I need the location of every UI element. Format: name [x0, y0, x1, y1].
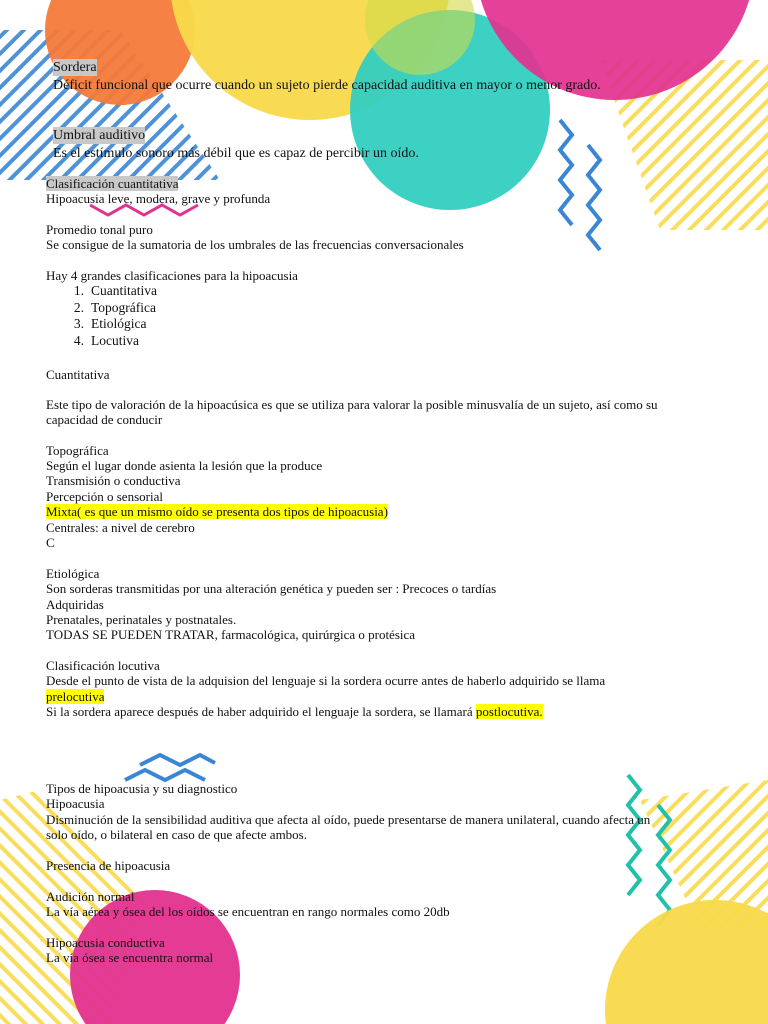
- topografica-centrales: Centrales: a nivel de cerebro: [46, 520, 195, 535]
- etiologica-line-1: Son sorderas transmitidas por una alteración genética y pueden ser : Precoces o tardías: [46, 581, 497, 596]
- umbral-text: Es el estímulo sonoro más débil que es capaz de percibir un oído.: [53, 146, 419, 161]
- locutiva-prelocutiva: prelocutiva: [46, 689, 105, 704]
- etiologica-line-3: Prenatales, perinatales y postnatales.: [46, 612, 237, 627]
- clasificaciones-intro: Hay 4 grandes clasificaciones para la hipoacusia: [46, 268, 298, 283]
- audicion-normal-text: La vía aérea y ósea del los oídos se encuentran en rango normales como 20db: [46, 904, 450, 919]
- clasif-cuant-text: Hipoacusia leve, modera, grave y profunda: [46, 191, 271, 206]
- promedio-title: Promedio tonal puro: [46, 222, 153, 237]
- clasif-cuant-title: Clasificación cuantitativa: [46, 176, 179, 191]
- etiologica-title: Etiológica: [46, 566, 100, 581]
- promedio-text: Se consigue de la sumatoria de los umbrales de las frecuencias conversacionales: [46, 237, 464, 252]
- audicion-normal-title: Audición normal: [46, 889, 135, 904]
- topografica-line-2: Transmisión o conductiva: [46, 473, 181, 488]
- locutiva-line-1: Desde el punto de vista de la adquision del lenguaje si la sordera ocurre antes de haberlo adquirido se llama: [46, 673, 606, 688]
- topografica-title: Topográfica: [46, 443, 109, 458]
- hipoacusia-conductiva-title: Hipoacusia conductiva: [46, 935, 165, 950]
- cuantitativa-text-2: capacidad de conducir: [46, 412, 163, 427]
- list-item: 3. Etiológica: [73, 316, 147, 331]
- topografica-line-3: Percepción o sensorial: [46, 489, 163, 504]
- topografica-line-1: Según el lugar donde asienta la lesión que la produce: [46, 458, 323, 473]
- topografica-mixta: Mixta( es que un mismo oído se presenta dos tipos de hipoacusia): [46, 504, 388, 519]
- locutiva-title: Clasificación locutiva: [46, 658, 160, 673]
- hipoacusia-conductiva-text: La vía ósea se encuentra normal: [46, 950, 214, 965]
- topografica-c: C: [46, 535, 55, 550]
- etiologica-line-4: TODAS SE PUEDEN TRATAR, farmacológica, quirúrgica o protésica: [46, 627, 416, 642]
- tipos-line-1: Disminución de la sensibilidad auditiva que afecta al oído, puede presentarse de manera unilateral, cuando afecta un: [46, 812, 651, 827]
- sordera-title: Sordera: [53, 60, 97, 75]
- tipos-line-2: solo oído, o bilateral en caso de que afecte ambos.: [46, 827, 307, 842]
- tipos-title: Tipos de hipoacusia y su diagnostico: [46, 781, 238, 796]
- sordera-text: Déficit funcional que ocurre cuando un sujeto pierde capacidad auditiva en mayor o menor grado.: [53, 78, 601, 93]
- umbral-title: Umbral auditivo: [53, 128, 146, 143]
- clasificaciones-list: [46, 283, 157, 349]
- tipos-presencia: Presencia de hipoacusia: [46, 858, 171, 873]
- list-item: 4. Locutiva: [73, 332, 139, 348]
- cuantitativa-text-1: Este tipo de valoración de la hipoacúsica es que se utiliza para valorar la posible minusvalía de un sujeto, así como su: [46, 397, 658, 412]
- cuantitativa-title: Cuantitativa: [46, 367, 110, 382]
- locutiva-line-2: Si la sordera aparece después de haber adquirido el lenguaje la sordera, se llamará postlocutiva.: [46, 704, 543, 719]
- tipos-hipoacusia: Hipoacusia: [46, 796, 105, 811]
- list-item: 1. Cuantitativa: [73, 283, 157, 298]
- list-item: 2. Topográfica: [73, 299, 157, 315]
- locutiva-postlocutiva: postlocutiva.: [475, 704, 543, 719]
- etiologica-line-2: Adquiridas: [46, 597, 104, 612]
